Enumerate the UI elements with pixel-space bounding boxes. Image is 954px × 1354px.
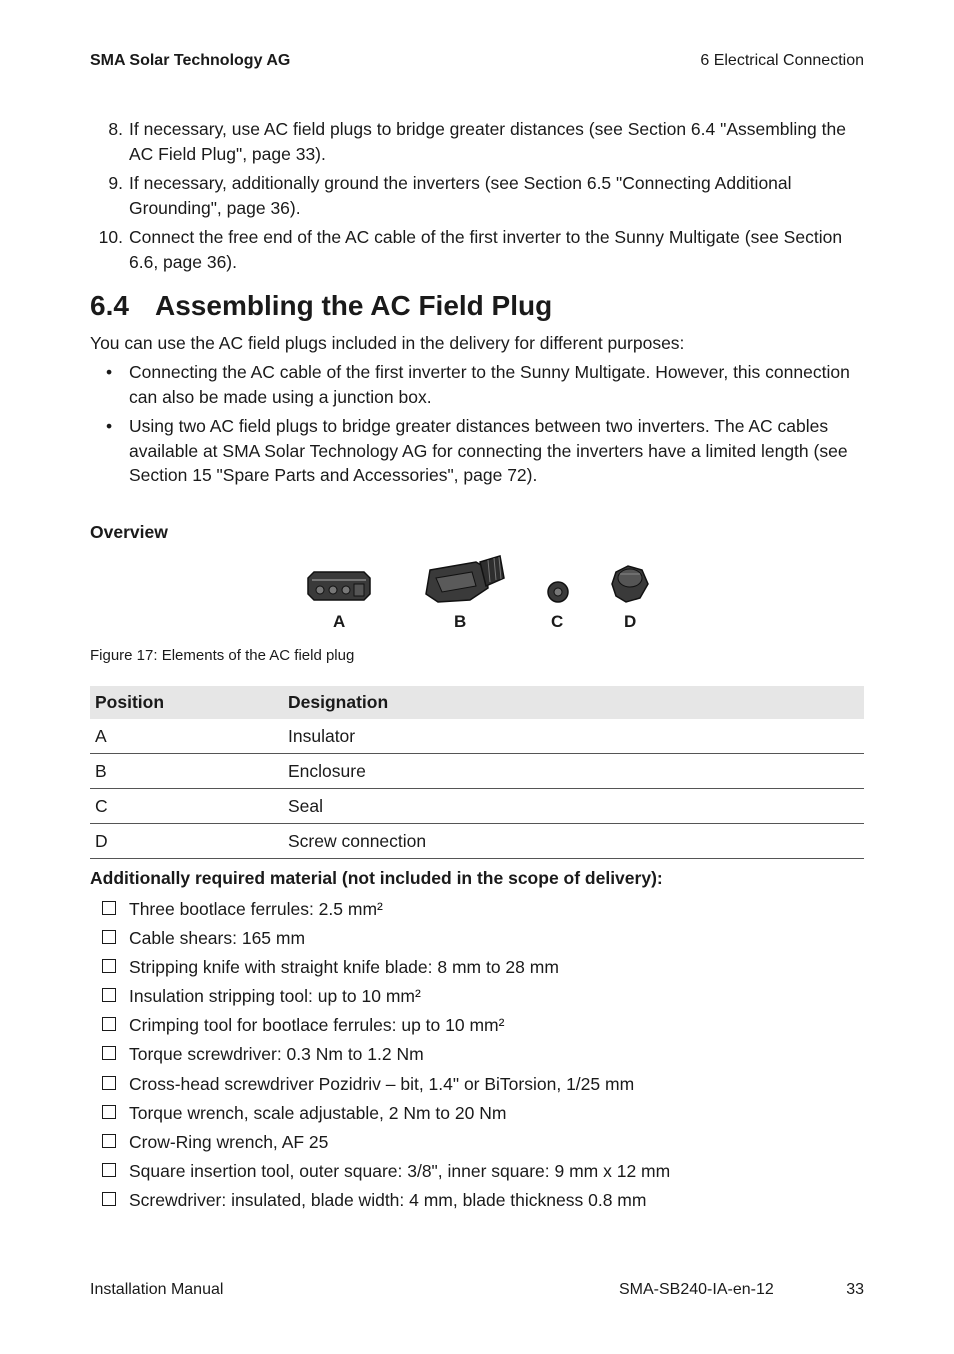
step-text: If necessary, use AC field plugs to bridge greater distances (see Section 6.4 "Assembling the AC Field Plug", page 33). xyxy=(129,119,846,164)
checklist-item xyxy=(102,1101,862,1130)
checklist-item xyxy=(102,1013,862,1042)
checklist-item xyxy=(102,984,862,1013)
figure-caption: Figure 17: Elements of the AC field plug xyxy=(90,647,355,664)
step-number: 10. xyxy=(98,227,123,247)
step-item xyxy=(90,117,865,166)
checklist-item-text: Torque screwdriver: 0.3 Nm to 1.2 Nm xyxy=(129,1044,424,1065)
checklist-item-text: Stripping knife with straight knife blade: 8 mm to 28 mm xyxy=(129,957,559,978)
table-cell: C xyxy=(90,789,283,824)
table-cell: Seal xyxy=(283,789,864,824)
checkbox-icon xyxy=(102,930,116,944)
checklist-item xyxy=(102,897,862,926)
column-header-position: Position xyxy=(90,686,283,719)
checkbox-icon xyxy=(102,901,116,915)
list-item-text: Using two AC field plugs to bridge greater distances between two inverters. The AC cables available at SMA Solar Technology AG for connecting the inverters have a limited length (see Section 15 "Spare Parts and Accessories", page 72). xyxy=(129,416,848,485)
checklist-item-text: Insulation stripping tool: up to 10 mm² xyxy=(129,986,421,1007)
column-header-designation: Designation xyxy=(283,686,864,719)
list-item-text: Connecting the AC cable of the first inverter to the Sunny Multigate. However, this connection can also be made using a junction box. xyxy=(129,362,850,407)
checkbox-icon xyxy=(102,1134,116,1148)
figure-label-d: D xyxy=(624,612,637,631)
section-intro: You can use the AC field plugs included in the delivery for different purposes: xyxy=(90,333,685,353)
overview-heading: Overview xyxy=(90,522,168,542)
checkbox-icon xyxy=(102,1046,116,1060)
header-company: SMA Solar Technology AG xyxy=(90,52,291,69)
checklist-item xyxy=(102,955,862,984)
ac-field-plug-figure xyxy=(290,548,670,638)
table-cell: A xyxy=(90,719,283,754)
checkbox-icon xyxy=(102,1192,116,1206)
figure-label-a: A xyxy=(333,612,346,631)
table-header-row xyxy=(90,686,864,719)
checkbox-icon xyxy=(102,1017,116,1031)
figure-label-b: B xyxy=(454,612,467,631)
checkbox-icon xyxy=(102,1105,116,1119)
section-number: 6.4 xyxy=(90,290,129,321)
step-text: Connect the free end of the AC cable of the first inverter to the Sunny Multigate (see Section 6.6, page 36). xyxy=(129,227,843,272)
section-title: Assembling the AC Field Plug xyxy=(155,290,553,321)
checklist-item xyxy=(102,1042,862,1071)
footer-page-number: 33 xyxy=(846,1281,864,1298)
bullet-icon: • xyxy=(106,362,113,382)
checkbox-icon xyxy=(102,1163,116,1177)
checklist-item-text: Crow-Ring wrench, AF 25 xyxy=(129,1131,329,1152)
insulator-drawing xyxy=(308,572,370,600)
table-cell: Screw connection xyxy=(283,824,864,859)
step-text: If necessary, additionally ground the inverters (see Section 6.5 "Connecting Additional Grounding", page 36). xyxy=(129,173,792,218)
table-row xyxy=(90,754,864,789)
table-row xyxy=(90,824,864,859)
table-row xyxy=(90,719,864,754)
checklist-item-text: Cable shears: 165 mm xyxy=(129,928,306,949)
table-cell: B xyxy=(90,754,283,789)
screw-connection-drawing xyxy=(612,566,648,602)
section-heading xyxy=(90,290,552,322)
checklist-item-text: Crimping tool for bootlace ferrules: up to 10 mm² xyxy=(129,1015,505,1036)
checklist-item xyxy=(102,1159,862,1188)
table-cell: Insulator xyxy=(283,719,864,754)
step-item xyxy=(90,225,865,274)
material-checklist xyxy=(102,897,862,1217)
elements-table xyxy=(90,686,864,859)
checkbox-icon xyxy=(102,959,116,973)
table-cell: Enclosure xyxy=(283,754,864,789)
figure-label-c: C xyxy=(551,612,564,631)
footer-doc-type: Installation Manual xyxy=(90,1281,224,1298)
step-item xyxy=(90,171,865,220)
step-number: 8. xyxy=(108,119,123,139)
material-heading: Additionally required material (not included in the scope of delivery): xyxy=(90,868,663,888)
list-item xyxy=(90,360,865,409)
numbered-steps xyxy=(90,117,865,279)
header-chapter: 6 Electrical Connection xyxy=(700,52,864,69)
checklist-item xyxy=(102,1188,862,1217)
checklist-item xyxy=(102,1072,862,1101)
checklist-item xyxy=(102,1130,862,1159)
enclosure-drawing xyxy=(426,556,504,602)
list-item xyxy=(90,414,865,488)
checklist-item-text: Square insertion tool, outer square: 3/8", inner square: 9 mm x 12 mm xyxy=(129,1160,671,1181)
step-number: 9. xyxy=(108,173,123,193)
checklist-item-text: Cross-head screwdriver Pozidriv – bit, 1.4" or BiTorsion, 1/25 mm xyxy=(129,1073,635,1094)
table-cell: D xyxy=(90,824,283,859)
plug-elements-illustration xyxy=(290,548,670,612)
bullet-icon: • xyxy=(106,416,113,436)
checklist-item xyxy=(102,926,862,955)
checklist-item-text: Torque wrench, scale adjustable, 2 Nm to 20 Nm xyxy=(129,1102,507,1123)
footer-doc-id: SMA-SB240-IA-en-12 xyxy=(619,1281,774,1298)
purpose-list xyxy=(90,360,865,493)
checkbox-icon xyxy=(102,988,116,1002)
checklist-item-text: Three bootlace ferrules: 2.5 mm² xyxy=(129,899,383,919)
checklist-item-text: Screwdriver: insulated, blade width: 4 mm, blade thickness 0.8 mm xyxy=(129,1189,647,1210)
checkbox-icon xyxy=(102,1076,116,1090)
seal-drawing xyxy=(548,582,568,602)
table-row xyxy=(90,789,864,824)
